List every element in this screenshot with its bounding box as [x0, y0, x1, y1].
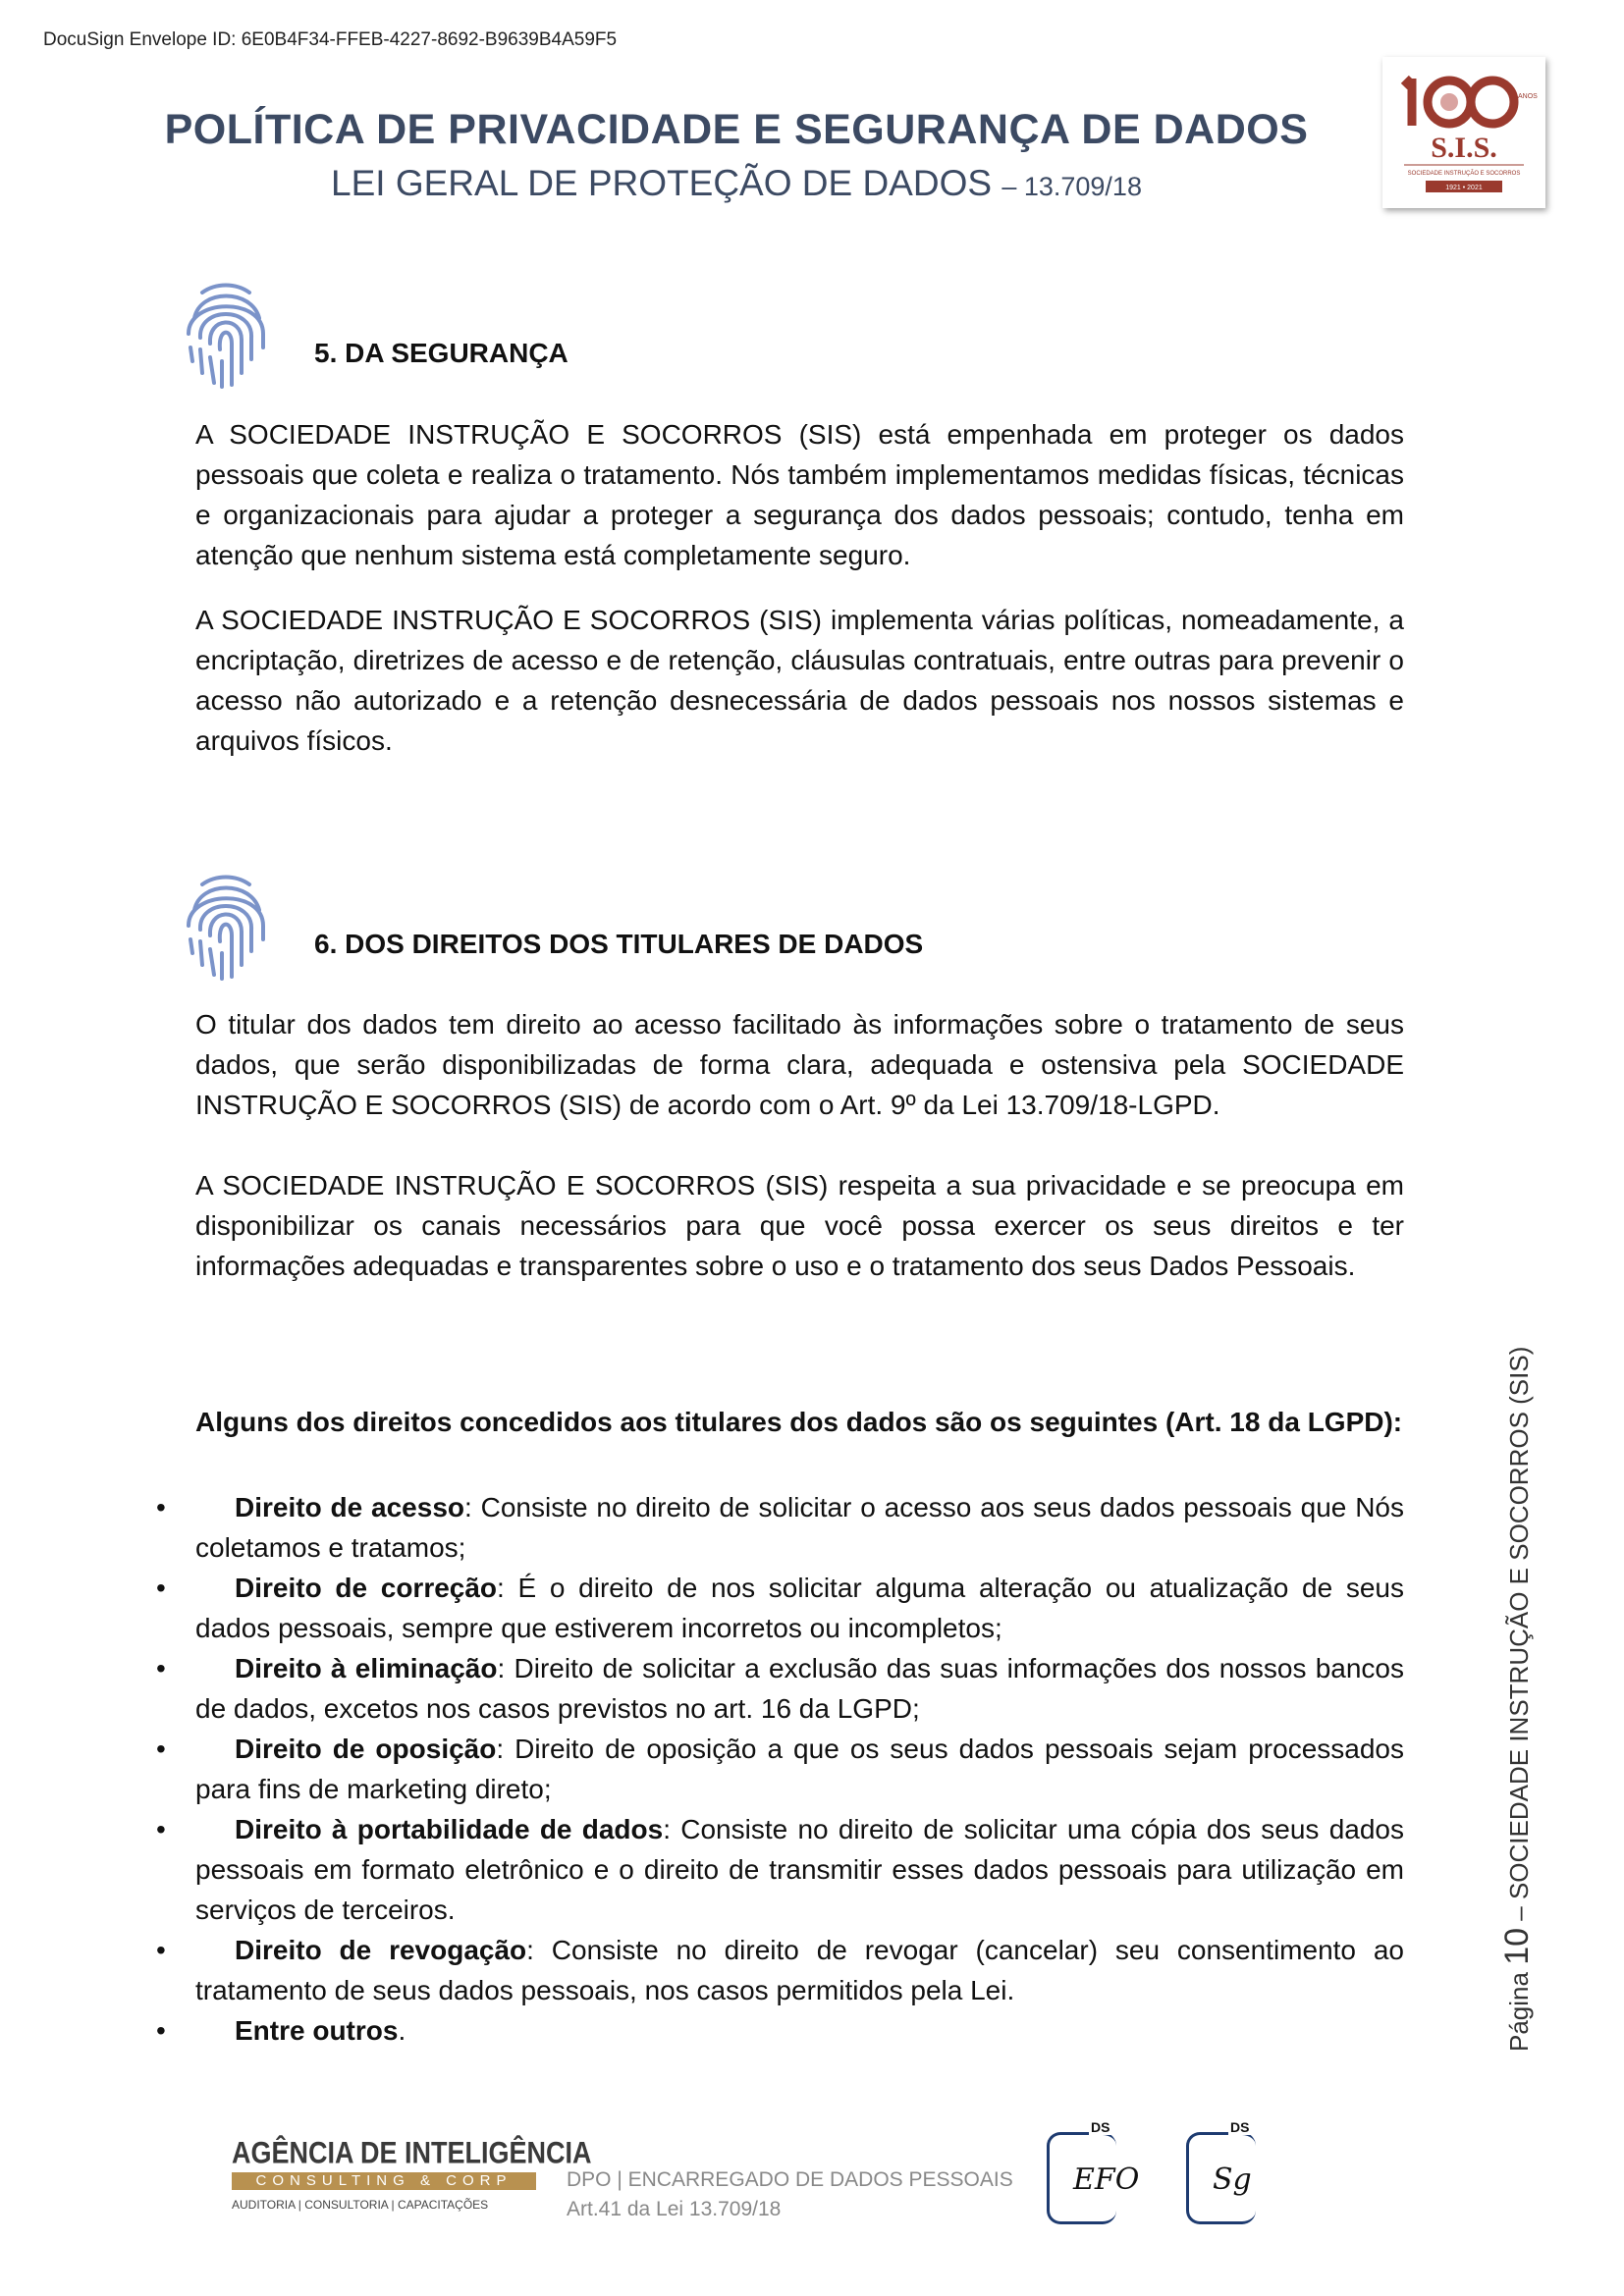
subtitle-text: LEI GERAL DE PROTEÇÃO DE DADOS — [331, 163, 993, 203]
right-desc: : Direito de oposição a que os seus dados pessoais sejam processados para fins de marketing direto; — [195, 1734, 1404, 1804]
side-dash: – — [1504, 1906, 1534, 1921]
logo-caption: SOCIEDADE INSTRUÇÃO E SOCORROS — [1407, 171, 1521, 177]
section5-paragraph-1: A SOCIEDADE INSTRUÇÃO E SOCORROS (SIS) está empenhada em proteger os dados pessoais que coleta e realiza o tratamento. Nós também implementamos medidas físicas, técnicas e organizacionais para ajudar a proteger a segurança dos dados pessoais; contudo, tenha em atenção que nenhum sistema está completamente seguro. — [195, 419, 1404, 570]
agency-services: AUDITORIA | CONSULTORIA | CAPACITAÇÕES — [232, 2198, 489, 2212]
list-item — [156, 1809, 1404, 1930]
list-item — [156, 1729, 1404, 1809]
right-desc: . — [398, 2015, 406, 2046]
list-item — [156, 1487, 1404, 1568]
side-page-label — [1498, 1347, 1537, 2052]
section6-paragraph-1: O titular dos dados tem direito ao acesso facilitado às informações sobre o tratamento de seus dados, que serão disponibilizadas de forma clara, adequada e ostensiva pela SOCIEDADE INSTRUÇÃO E SOCORROS (SIS) de acordo com o Art. 9º da Lei 13.709/18-LGPD. — [195, 1009, 1404, 1120]
section6-heading: 6. DOS DIREITOS DOS TITULARES DE DADOS — [314, 929, 924, 959]
bullet: • — [156, 1814, 166, 1844]
signature-initials: Sg — [1213, 2163, 1252, 2197]
envelope-id: DocuSign Envelope ID: 6E0B4F34-FFEB-4227-8692-B9639B4A59F5 — [43, 29, 618, 50]
page-subtitle — [147, 163, 1326, 204]
right-term: Direito à eliminação — [235, 1653, 498, 1683]
docusign-initial-1 — [1047, 2119, 1140, 2224]
right-desc: : Consiste no direito de solicitar uma cópia dos seus dados pessoais em formato eletrônico e o direito de transmitir esses dados pessoais para utilização em serviços de terceiros. — [195, 1814, 1404, 1925]
rights-list — [156, 1487, 1405, 2051]
right-term: Direito de correção — [235, 1573, 498, 1603]
section5-paragraph-2: A SOCIEDADE INSTRUÇÃO E SOCORROS (SIS) implementa várias políticas, nomeadamente, a encriptação, diretrizes de acesso e de retenção, cláusulas contratuais, entre outras para prevenir o acesso não autorizado e a retenção desnecessária de dados pessoais nos nossos sistemas e arquivos físicos. — [195, 605, 1404, 756]
right-term: Direito de revogação — [235, 1935, 527, 1965]
bullet: • — [156, 1935, 166, 1965]
list-item — [156, 1930, 1404, 2010]
ds-label: DS — [1230, 2119, 1250, 2135]
docusign-initial-2 — [1186, 2119, 1256, 2224]
ds-label: DS — [1091, 2119, 1110, 2135]
right-term: Direito de oposição — [235, 1734, 497, 1764]
section5-heading: 5. DA SEGURANÇA — [314, 338, 568, 368]
bullet: • — [156, 1734, 166, 1764]
right-term: Entre outros — [235, 2015, 399, 2046]
signature-initials: EFO — [1073, 2163, 1140, 2197]
subtitle-number: – 13.709/18 — [1001, 172, 1142, 201]
logo-sis: S.I.S. — [1431, 132, 1497, 164]
dpo-line-2: Art.41 da Lei 13.709/18 — [567, 2198, 782, 2220]
dpo-footer — [567, 2165, 1013, 2224]
right-term: Direito à portabilidade de dados — [235, 1814, 664, 1844]
agency-tagline: CONSULTING & CORP — [232, 2172, 536, 2190]
list-item — [156, 1568, 1405, 1648]
section6-paragraph-2: A SOCIEDADE INSTRUÇÃO E SOCORROS (SIS) respeita a sua privacidade e se preocupa em disponibilizar os canais necessários para que você possa exercer os seus direitos e ter informações adequadas e transparentes sobre o uso e o tratamento dos seus Dados Pessoais. — [195, 1170, 1404, 1281]
bullet: • — [156, 2015, 166, 2046]
sis-logo-graphic — [1382, 57, 1545, 208]
logo-years: 1921 • 2021 — [1445, 185, 1483, 191]
fingerprint-icon — [183, 871, 269, 983]
bullet: • — [156, 1573, 166, 1603]
logo-anos: ANOS — [1518, 93, 1538, 100]
right-desc: : É o direito de nos solicitar alguma alteração ou atualização de seus dados pessoais, sempre que estiverem incorretos ou incompletos; — [195, 1573, 1405, 1643]
dpo-line-1: DPO | ENCARREGADO DE DADOS PESSOAIS — [567, 2168, 1013, 2191]
right-desc: : Consiste no direito de solicitar o acesso aos seus dados pessoais que Nós coletamos e tratamos; — [195, 1492, 1404, 1563]
page-word: Página — [1504, 1972, 1534, 2052]
page-title: POLÍTICA DE PRIVACIDADE E SEGURANÇA DE DADOS — [164, 106, 1309, 153]
right-term: Direito de acesso — [235, 1492, 464, 1522]
bullet: • — [156, 1653, 166, 1683]
sis-logo — [1382, 57, 1545, 208]
bullet: • — [156, 1492, 166, 1522]
fingerprint-icon — [183, 279, 269, 391]
page-number: 10 — [1498, 1927, 1536, 1965]
list-item — [156, 2010, 1404, 2051]
rights-heading: Alguns dos direitos concedidos aos titulares dos dados são os seguintes (Art. 18 da LGPD): — [195, 1407, 1403, 1437]
agency-name: AGÊNCIA DE INTELIGÊNCIA — [232, 2136, 592, 2170]
list-item — [156, 1648, 1404, 1729]
right-desc: : Consiste no direito de revogar (cancelar) seu consentimento ao tratamento de seus dados pessoais, nos casos permitidos pela Lei. — [195, 1935, 1404, 2005]
agency-logo — [232, 2136, 592, 2218]
side-org: SOCIEDADE INSTRUÇÃO E SOCORROS (SIS) — [1504, 1346, 1534, 1900]
right-desc: : Direito de solicitar a exclusão das suas informações dos nossos bancos de dados, excetos nos casos previstos no art. 16 da LGPD; — [195, 1653, 1404, 1724]
